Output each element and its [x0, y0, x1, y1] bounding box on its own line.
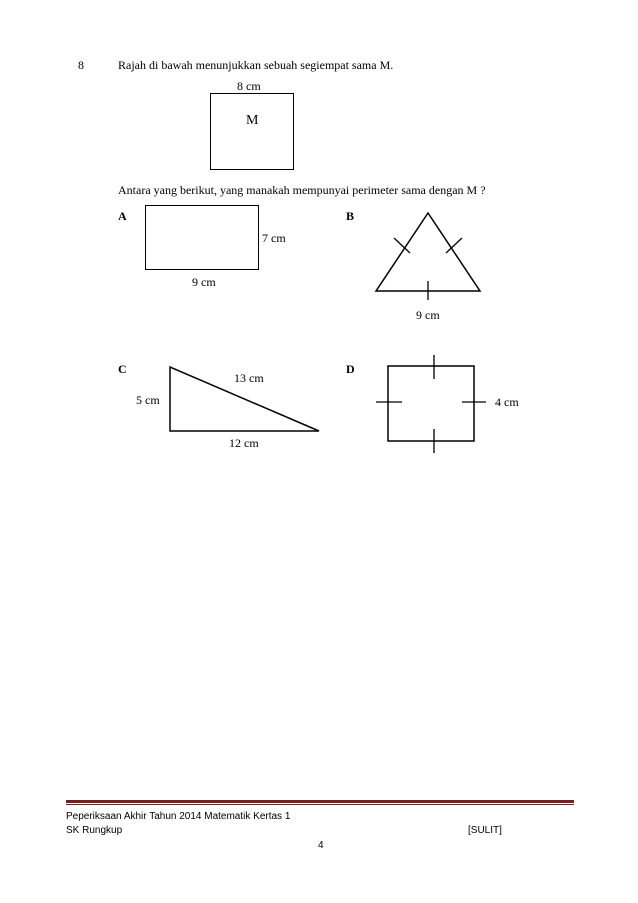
option-b-triangle: [370, 208, 485, 303]
footer-title: Peperiksaan Akhir Tahun 2014 Matematik Kertas 1: [66, 811, 291, 822]
option-c-height-label: 5 cm: [136, 393, 160, 407]
question-prompt: Antara yang berikut, yang manakah mempunyai perimeter sama dengan M ?: [118, 183, 486, 197]
footer-school: SK Rungkup: [66, 825, 123, 836]
footer-classification: [SULIT]: [468, 825, 502, 836]
option-d-letter: D: [346, 362, 355, 376]
option-a-letter: A: [118, 209, 127, 223]
option-c-base-label: 12 cm: [229, 436, 259, 450]
option-a-height-label: 7 cm: [262, 231, 286, 245]
option-c-hyp-label: 13 cm: [234, 371, 264, 385]
question-number: 8: [78, 58, 84, 72]
option-b-letter: B: [346, 209, 355, 223]
option-a-rectangle: [145, 205, 259, 270]
page-number: 4: [318, 840, 324, 851]
footer-rule-thick: [66, 800, 574, 803]
option-c-letter: C: [118, 362, 127, 376]
option-b-base-label: 9 cm: [416, 308, 440, 322]
question-stem: Rajah di bawah menunjukkan sebuah segiempat sama M.: [118, 58, 394, 72]
footer-rule-thin: [66, 804, 574, 805]
square-m-side-label: 8 cm: [237, 79, 261, 93]
square-m-name: M: [246, 113, 259, 128]
option-d-side-label: 4 cm: [495, 395, 519, 409]
option-d-square: [374, 353, 489, 455]
square-m: [210, 93, 294, 170]
option-a-width-label: 9 cm: [192, 275, 216, 289]
